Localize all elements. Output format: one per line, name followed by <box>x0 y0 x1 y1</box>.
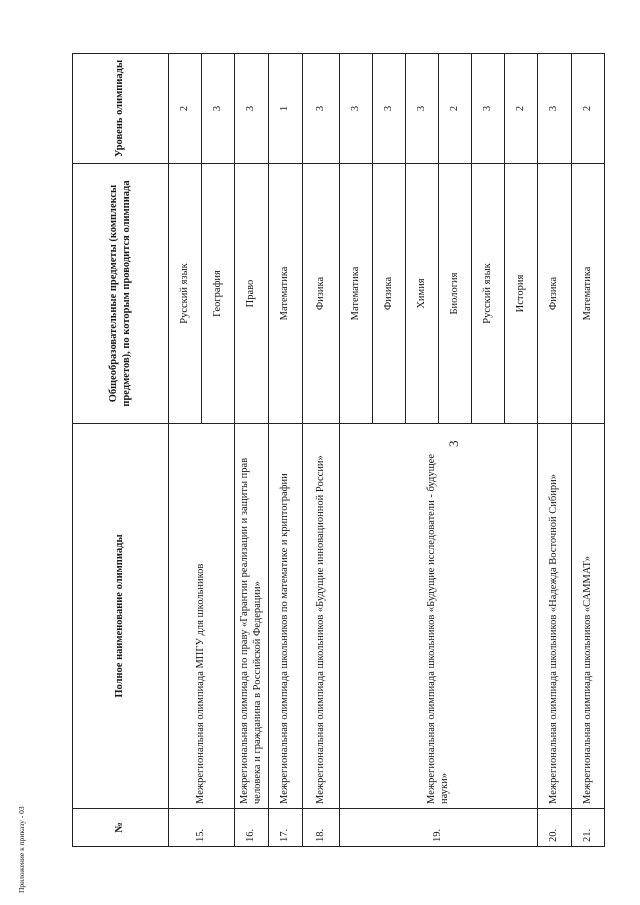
table-row <box>235 54 269 847</box>
row-level: 1 <box>269 54 303 164</box>
page-number: 3 <box>446 440 461 447</box>
row-subject: Физика <box>373 164 406 424</box>
row-subject: Русский язык <box>169 164 202 424</box>
row-subject: История <box>505 164 538 424</box>
row-subject: Биология <box>439 164 472 424</box>
row-num: 21. <box>572 809 605 847</box>
table-row <box>169 54 202 847</box>
row-name: Межрегиональная олимпиада школьников «Надежда Восточной Сибири» <box>538 424 572 809</box>
row-num: 15. <box>169 809 235 847</box>
row-level: 3 <box>538 54 572 164</box>
row-name: Межрегиональная олимпиада МПГУ для школьников <box>169 424 235 809</box>
row-num: 20. <box>538 809 572 847</box>
row-level: 2 <box>505 54 538 164</box>
row-name: Межрегиональная олимпиада школьников по математике и криптографии <box>269 424 303 809</box>
row-num: 18. <box>303 809 340 847</box>
header-level: Уровень олимпиады <box>73 54 169 164</box>
row-name: Межрегиональная олимпиада по праву «Гарантии реализации и защиты прав человека и гражданина в Российской Федерации» <box>235 424 269 809</box>
footer-note: Приложение к приказу - 03 <box>17 806 26 893</box>
row-level: 2 <box>439 54 472 164</box>
table-row <box>269 54 303 847</box>
table-row <box>340 54 373 847</box>
row-num: 17. <box>269 809 303 847</box>
row-name: Межрегиональная олимпиада школьников «Будущие инновационной России» <box>303 424 340 809</box>
table-header-row <box>73 54 169 847</box>
row-name: Межрегиональная олимпиада школьников «Будущие исследователи - будущее науки» <box>340 424 538 809</box>
row-subject: География <box>202 164 235 424</box>
row-level: 3 <box>373 54 406 164</box>
row-subject: Русский язык <box>472 164 505 424</box>
row-level: 3 <box>472 54 505 164</box>
row-num: 19. <box>340 809 538 847</box>
row-level: 2 <box>169 54 202 164</box>
row-subject: Право <box>235 164 269 424</box>
row-level: 3 <box>202 54 235 164</box>
row-level: 3 <box>340 54 373 164</box>
header-name: Полное наименование олимпиады <box>73 424 169 809</box>
row-subject: Математика <box>269 164 303 424</box>
row-name: Межрегиональная олимпиада школьников «САММАТ» <box>572 424 605 809</box>
row-level: 2 <box>572 54 605 164</box>
row-subject: Математика <box>572 164 605 424</box>
header-subjects: Общеобразовательные предметы (комплексы предметов), по которым проводится олимпиада <box>73 164 169 424</box>
table-row <box>572 54 605 847</box>
row-subject: Физика <box>303 164 340 424</box>
row-level: 3 <box>235 54 269 164</box>
header-num: № <box>73 809 169 847</box>
row-num: 16. <box>235 809 269 847</box>
table-row <box>538 54 572 847</box>
row-subject: Математика <box>340 164 373 424</box>
row-level: 3 <box>406 54 439 164</box>
row-level: 3 <box>303 54 340 164</box>
olympiad-table <box>72 53 605 847</box>
row-subject: Физика <box>538 164 572 424</box>
table-row <box>303 54 340 847</box>
row-subject: Химия <box>406 164 439 424</box>
